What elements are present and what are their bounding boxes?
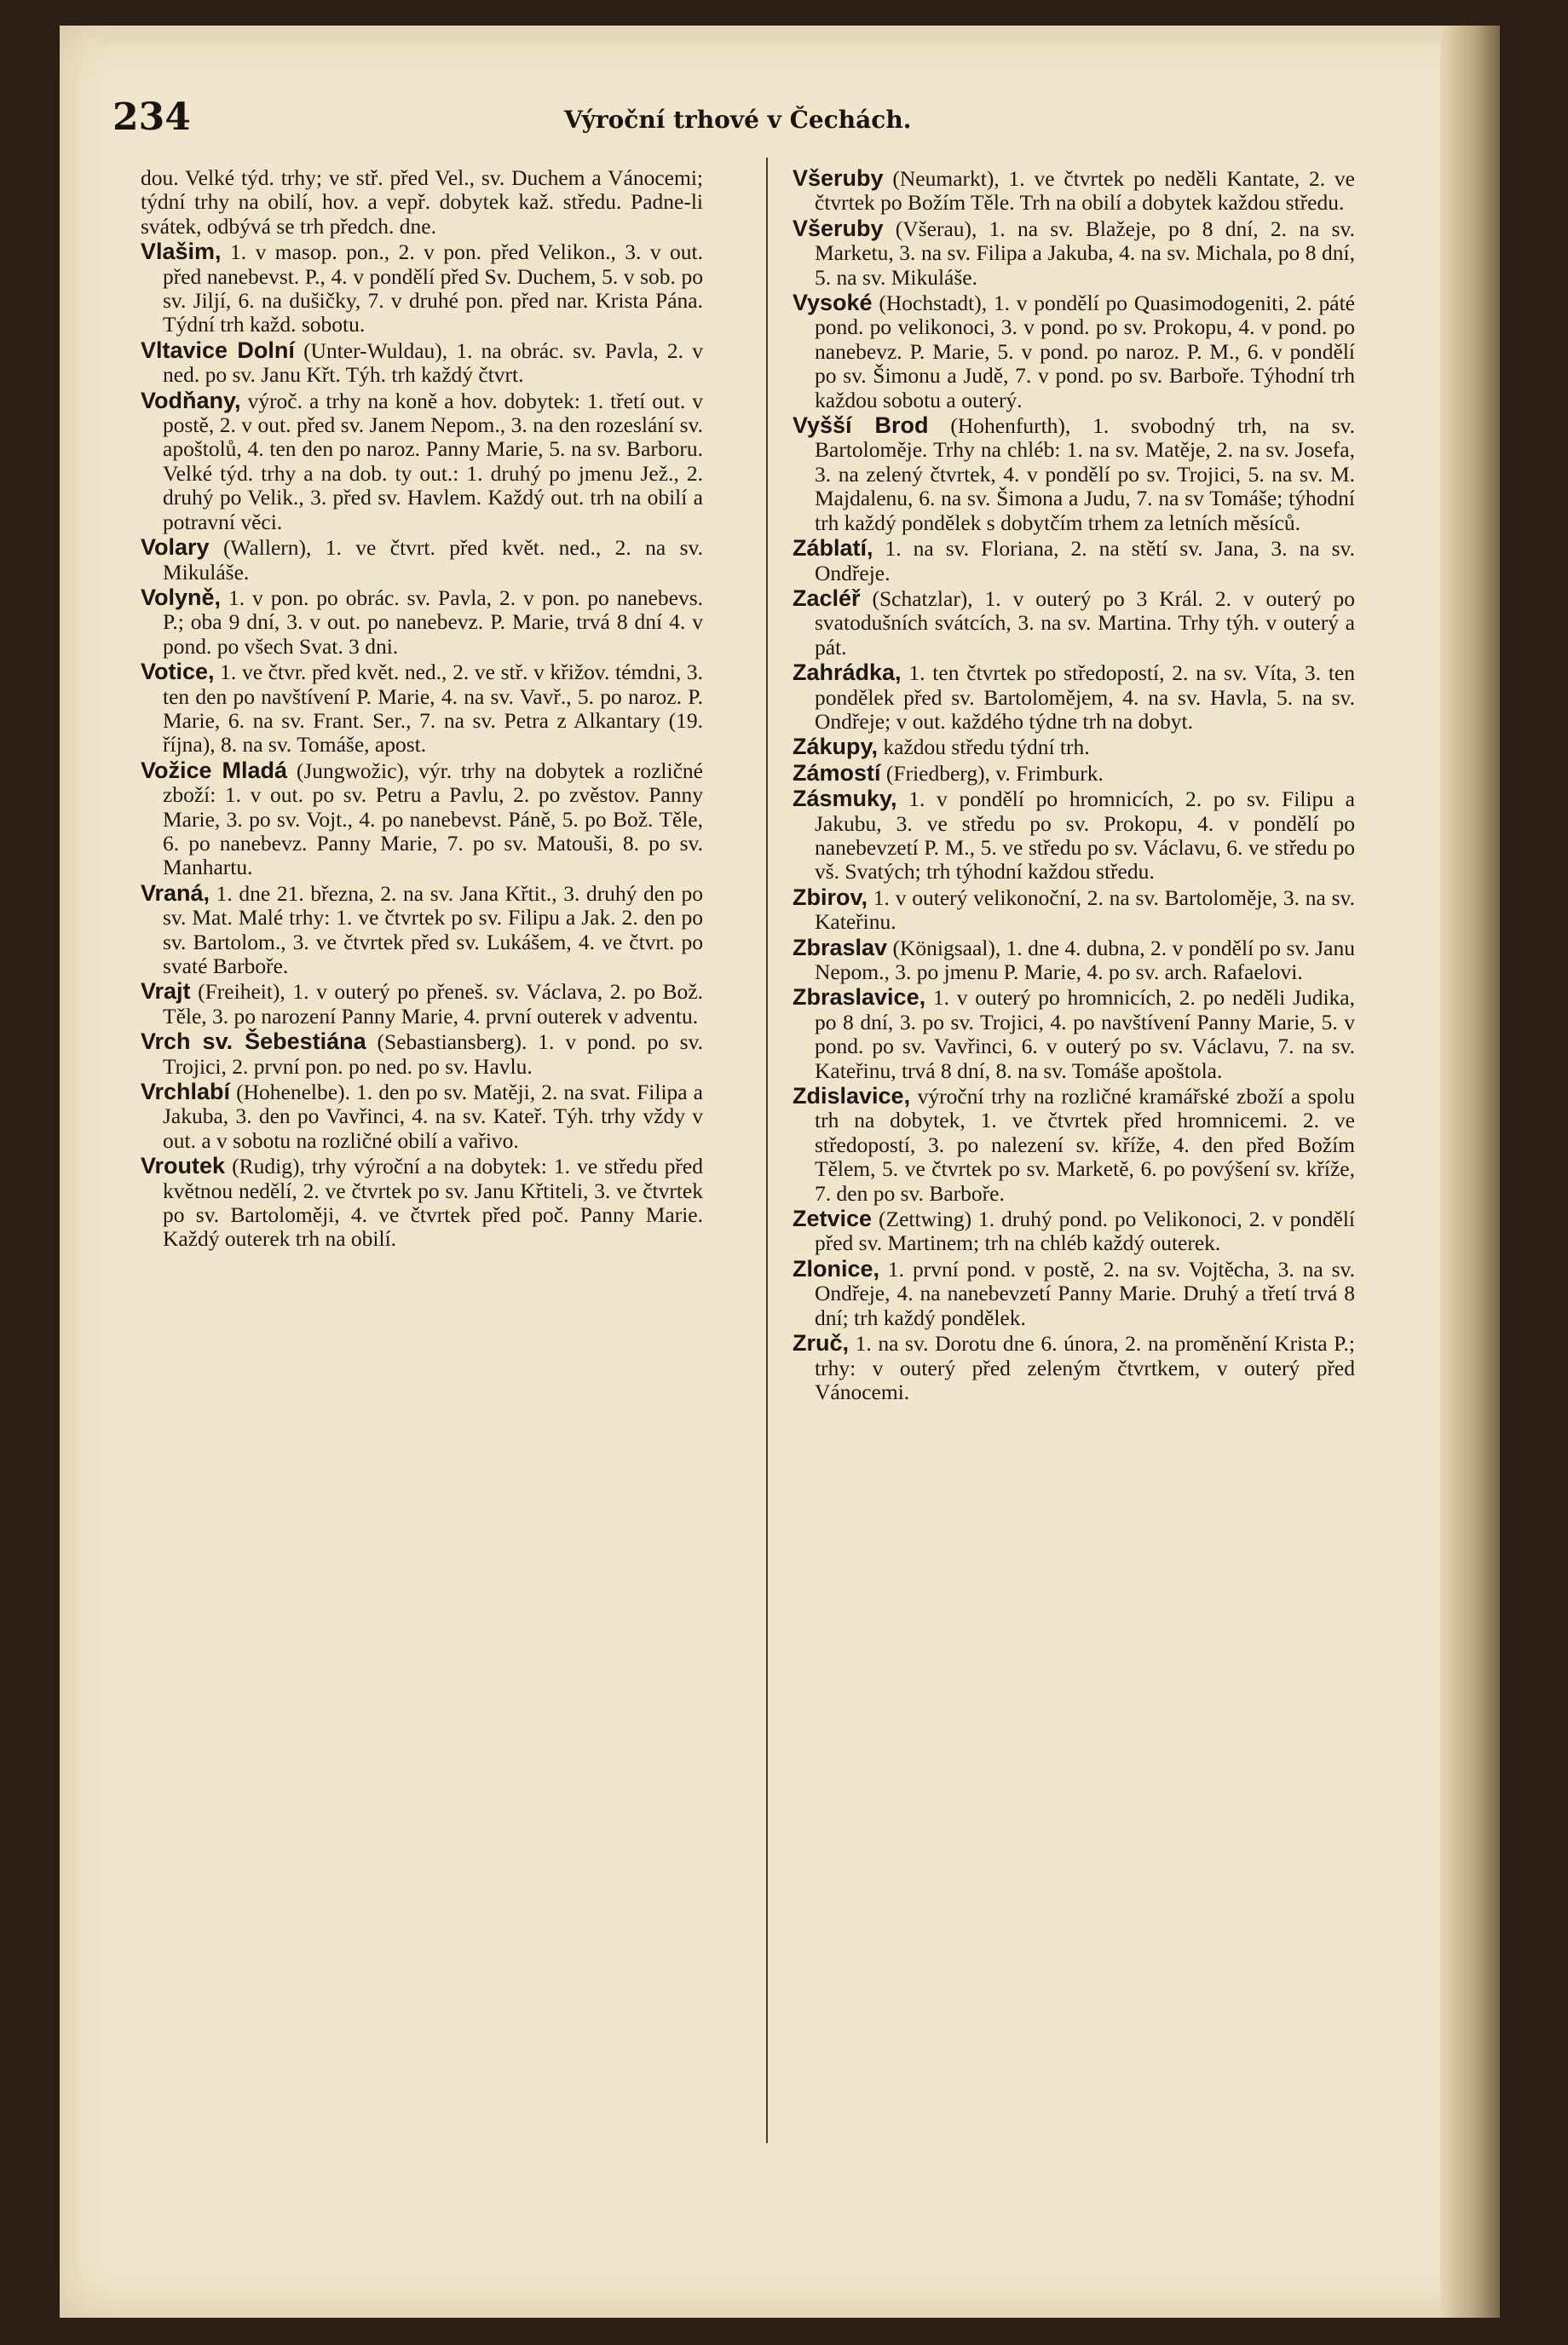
gazetteer-entry (141, 338, 703, 388)
entry-text: (Hochstadt), 1. v pondělí po Quasimodogeniti, 2. páté pond. po velikonoci, 3. v pond. po sv. Prokopu, 4. v pond. po nanebevz. P. Marie, 5. v pond. po naroz. P. M., 6. v pondělí po sv. Šimonu a Judě, 7. v pond. po sv. Barboře. Týhodní trh každou sobotu a outerý. (815, 291, 1355, 412)
gazetteer-entry (793, 786, 1355, 884)
entry-text: (Neumarkt), 1. ve čtvrtek po neděli Kantate, 2. ve čtvrtek po Božím Těle. Trh na obilí a dobytek každou středu. (815, 166, 1355, 216)
gazetteer-entry (141, 881, 703, 979)
gazetteer-entry (793, 1084, 1355, 1206)
left-column (141, 166, 703, 1253)
entry-text: 1. první pond. v postě, 2. na sv. Vojtěcha, 3. na sv. Ondřeje, 4. na nanebevzetí Panny Marie. Druhý a třetí trvá 8 dní; trh každý pondělek. (815, 1256, 1355, 1330)
entry-town-name: Vrch sv. Šebestiána (141, 1028, 366, 1055)
entry-text: 1. ve čtvr. před květ. ned., 2. ve stř. v křižov. témdni, 3. ten den po navštívení P. Marie, 4. na sv. Vavř., 5. po naroz. P. Marie, 6. na sv. Frant. Ser., 7. na sv. Petra z Alkantary (19. října), 8. na sv. Tomáše, apost. (163, 660, 703, 758)
entry-town-name: Záblatí, (793, 535, 873, 562)
gazetteer-entry (793, 216, 1355, 290)
entry-text: 1. na sv. Floriana, 2. na stětí sv. Jana, 3. na sv. Ondřeje. (815, 536, 1355, 585)
entry-town-name: Zdislavice, (793, 1083, 911, 1109)
gazetteer-entry (793, 166, 1355, 216)
entry-text: (Hohenfurth), 1. svobodný trh, na sv. Bartoloměje. Trhy na chléb: 1. na sv. Matěje, 2. na sv. Josefa, 3. na zelený čtvrtek, 4. v pondělí po sv. Trojici, 5. na sv. M. Majdalenu, 6. na sv. Šimona a Judu, 7. na sv Tomáše; týhodní trh každý pondělek s dobytčím trhem za letních měsíců. (815, 413, 1355, 535)
entry-text: 1. na sv. Dorotu dne 6. února, 2. na proměnění Krista P.; trhy: v outerý před zeleným čtvrtkem, v outerý před Vánocemi. (815, 1331, 1355, 1404)
entry-town-name: Zlonice, (793, 1255, 880, 1282)
entry-text: dou. Velké týd. trhy; ve stř. před Vel., sv. Duchem a Vánocemi; týdní trhy na obilí, hov. a vepř. dobytek kaž. středu. Padne-li svátek, odbývá se trh předch. dne. (141, 165, 703, 239)
gazetteer-entry (793, 413, 1355, 535)
entry-text: (Königsaal), 1. dne 4. dubna, 2. v pondělí po sv. Janu Nepom., 3. po jmenu P. Marie, 4. po sv. arch. Rafaelovi. (815, 935, 1355, 984)
gazetteer-entry (141, 979, 703, 1028)
gazetteer-entry (793, 1257, 1355, 1330)
page-gutter (1440, 26, 1500, 2318)
gazetteer-entry (793, 586, 1355, 660)
entry-text: (Wallern), 1. ve čtvrt. před květ. ned., 2. na sv. Mikuláše. (163, 535, 703, 585)
entry-town-name: Vrchlabí (141, 1079, 231, 1105)
entry-town-name: Všeruby (793, 165, 884, 191)
entry-text: 1. ten čtvrtek po středopostí, 2. na sv. Víta, 3. ten pondělek před sv. Bartolomějem, 4. na sv. Havla, 5. na sv. Ondřeje; v out. každého týdne trh na dobyt. (815, 660, 1355, 734)
entry-text: 1. v pondělí po hromnicích, 2. po sv. Filipu a Jakubu, 3. ve středu po sv. Prokopu, 4. v pondělí po nanebevzetí P. M., 5. ve středu po sv. Václavu, 6. ve středu po vš. Svatých; trh týhodní každou středu. (815, 786, 1355, 884)
entry-town-name: Zruč, (793, 1330, 850, 1357)
entry-text: (Hohenelbe). 1. den po sv. Matěji, 2. na svat. Filipa a Jakuba, 3. den po Vavřinci, 4. na sv. Kateř. Týh. trhy vždy v out. a v sobotu na rozličné obilí a vařivo. (163, 1080, 703, 1153)
column-divider (766, 158, 768, 2143)
gazetteer-entry (793, 936, 1355, 985)
gazetteer-entry (793, 885, 1355, 935)
entry-town-name: Vrajt (141, 978, 191, 1005)
entry-town-name: Zbraslav (793, 934, 888, 960)
gazetteer-entry (793, 536, 1355, 585)
gazetteer-entry (793, 660, 1355, 734)
entry-text: (Friedberg), v. Frimburk. (880, 760, 1104, 786)
gazetteer-entry (793, 291, 1355, 412)
entry-text: 1. v pon. po obrác. sv. Pavla, 2. v pon. po nanebevs. P.; oba 9 dní, 3. v out. po nanebevz. P. Marie, trvá 8 dní 4. v pond. po všech Svat. 3 dni. (163, 585, 703, 659)
entry-town-name: Zbraslavice, (793, 984, 926, 1011)
gazetteer-entry (141, 1080, 703, 1153)
entry-town-name: Zetvice (793, 1206, 873, 1232)
page-number: 234 (112, 95, 191, 139)
gazetteer-entry (141, 1154, 703, 1252)
entry-town-name: Vodňany, (141, 387, 241, 413)
entry-text: 1. dne 21. března, 2. na sv. Jana Křtit., 3. druhý den po sv. Mat. Malé trhy: 1. ve čtvrtek po sv. Filipu a Jak. 2. den po sv. Bartolom., 3. ve čtvrtek před sv. Lukášem, 4. ve čtvrt. po svaté Barboře. (163, 880, 703, 978)
entry-text: 1. v outerý po hromnicích, 2. po neděli Judika, po 8 dní, 3. po sv. Trojici, 4. po navštívení Panny Marie, 5. v pond. po sv. Vavřinci, 6. v outerý po sv. Václavu, 7. na sv. Kateřinu, trvá 8 dní, 8. na sv. Tomáše apoštola. (815, 985, 1355, 1083)
entry-town-name: Volyně, (141, 584, 222, 610)
gazetteer-entry (793, 1207, 1355, 1256)
running-title: Výroční trhové v Čechách. (564, 106, 912, 134)
entry-text: (Schatzlar), 1. v outerý po 3 Král. 2. v outerý po svatodušních svátcích, 3. na sv. Martina. Trhy týh. v outerý a pát. (815, 585, 1355, 660)
entry-text: 1. v masop. pon., 2. v pon. před Velikon., 3. v out. před nanebevst. P., 4. v pondělí před Sv. Duchem, 5. v sob. po sv. Jiljí, 6. na dušičky, 7. v druhé pon. před nar. Krista Pána. Týdní trh každ. sobotu. (163, 239, 703, 337)
gazetteer-entry (141, 758, 703, 880)
entry-text: (Všerau), 1. na sv. Blažeje, po 8 dní, 2. na sv. Marketu, 3. na sv. Filipa a Jakuba, 4. na sv. Michala, po 8 dní, 5. na sv. Mikuláše. (815, 216, 1355, 290)
entry-town-name: Všeruby (793, 215, 884, 241)
entry-text: (Zettwing) 1. druhý pond. po Velikonoci, 2. v pondělí před sv. Martinem; trh na chléb každý outerek. (815, 1207, 1355, 1256)
gazetteer-entry (793, 761, 1355, 786)
gazetteer-entry (141, 660, 703, 758)
gazetteer-entry (141, 166, 703, 239)
entry-town-name: Zbirov, (793, 884, 868, 910)
entry-town-name: Zákupy, (793, 734, 879, 760)
gazetteer-entry (793, 985, 1355, 1083)
entry-town-name: Vysoké (793, 290, 873, 316)
gazetteer-entry (141, 1029, 703, 1079)
entry-town-name: Vltavice Dolní (141, 337, 295, 363)
entry-town-name: Zahrádka, (793, 660, 902, 686)
entry-town-name: Vyšší Brod (793, 412, 929, 439)
gazetteer-entry (793, 1331, 1355, 1404)
entry-town-name: Vroutek (141, 1153, 226, 1179)
gazetteer-entry (141, 535, 703, 585)
entry-text: každou středu týdní trh. (878, 735, 1090, 760)
entry-text: 1. v outerý velikonoční, 2. na sv. Bartoloměje, 3. na sv. Kateřinu. (815, 884, 1355, 935)
entry-text: (Unter-Wuldau), 1. na obrác. sv. Pavla, 2. v ned. po sv. Janu Křt. Týh. trh každý čtvrt. (163, 337, 703, 388)
entry-town-name: Volary (141, 534, 210, 561)
entry-town-name: Zásmuky, (793, 786, 897, 812)
entry-text: (Sebastiansberg). 1. v pond. po sv. Trojici, 2. první pon. po ned. po sv. Havlu. (163, 1029, 703, 1079)
entry-town-name: Vlašim, (141, 239, 222, 265)
gazetteer-entry (793, 735, 1355, 759)
entry-text: výroč. a trhy na koně a hov. dobytek: 1. třetí out. v postě, 2. v out. před sv. Janem Nepom., 3. na den rozeslání sv. apoštolů, 4. ten den po naroz. Panny Marie, 5. na sv. Barboru. Velké týd. trhy a na dob. ty out.: 1. druhý po jmenu Jež., 2. druhý po Velik., 3. před sv. Havlem. Každý out. trh na obilí a potravní věci. (163, 388, 703, 534)
gazetteer-entry (141, 585, 703, 659)
entry-text: (Freiheit), 1. v outerý po přeneš. sv. Václava, 2. po Bož. Těle, 3. po narození Panny Marie, 4. první outerek v adventu. (163, 979, 703, 1028)
entry-text: (Rudig), trhy výroční a na dobytek: 1. ve středu před květnou nedělí, 2. ve čtvrtek po sv. Janu Křtiteli, 3. ve čtvrtek po sv. Bartoloměji, 4. ve čtvrtek před poč. Panny Marie. Každý outerek trh na obilí. (163, 1154, 703, 1252)
entry-town-name: Votice, (141, 659, 215, 685)
entry-town-name: Zacléř (793, 585, 861, 611)
entry-town-name: Vraná, (141, 879, 210, 906)
page-header (112, 95, 1357, 147)
entry-text: výroční trhy na rozličné kramářské zboží a spolu trh na dobytek, 1. ve čtvrtek před hromnicemi. 2. ve středopostí, 3. po nalezení sv. kříže, 4. den před Božím Tělem, 5. ve čtvrtek po sv. Marketě, 6. po povýšení sv. kříže, 7. den po sv. Barboře. (815, 1084, 1355, 1206)
entry-town-name: Zámostí (793, 759, 881, 786)
right-column (793, 166, 1355, 1405)
gazetteer-entry (141, 239, 703, 337)
gazetteer-entry (141, 389, 703, 534)
entry-text: (Jungwožic), výr. trhy na dobytek a rozličné zboží: 1. v out. po sv. Petru a Pavlu, 2. po zvěstov. Panny Marie, 3. po sv. Vojt., 4. po nanebevst. Páně, 5. po Bož. Těle, 6. po nanebevz. Panny Marie, 7. po sv. Matouši, 8. po sv. Manhartu. (163, 758, 703, 880)
entry-town-name: Vožice Mladá (141, 757, 288, 783)
